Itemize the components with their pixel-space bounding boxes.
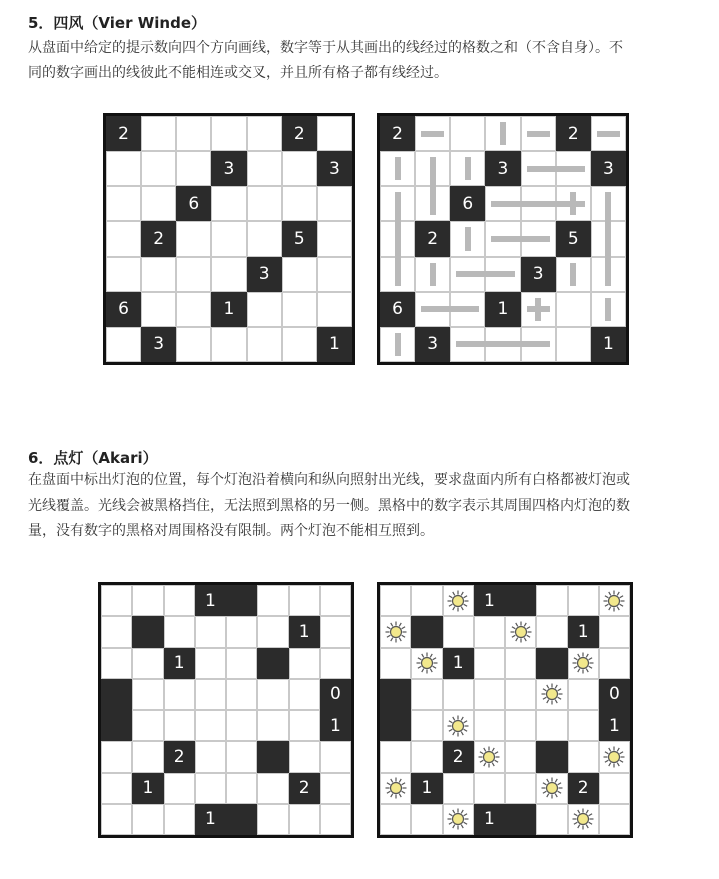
vier-winde-black-cell [106,116,141,151]
vier-winde-black-cell [317,151,352,186]
vier-winde-cell [317,292,352,327]
akari-solution-cell [536,585,567,616]
vier-winde-cell [247,151,282,186]
vier-winde-cell [141,292,176,327]
akari-cell [101,585,132,616]
akari-solution-black-cell [443,741,474,772]
vier-winde-clue-number: 1 [328,334,340,355]
akari-solution-clue-number: 2 [452,746,464,767]
akari-cell [257,710,288,741]
akari-clue-number: 2 [298,778,310,799]
bulb-icon [509,620,533,644]
akari-cell [320,773,351,804]
vier-winde-cell [211,116,246,151]
vier-winde-solution-black-cell [415,327,450,362]
akari-black-cell [257,741,288,772]
vier-winde-line [491,236,549,242]
vier-winde-black-cell [141,221,176,256]
akari-black-cell [257,648,288,679]
vier-winde-cell [106,327,141,362]
akari-black-cell [289,616,320,647]
akari-solution-cell [474,616,505,647]
vier-winde-clue-number: 6 [188,193,200,214]
akari-solution-black-cell [505,585,536,616]
akari-solution-black-cell [568,773,599,804]
vier-winde-cell [176,116,211,151]
akari-cell [195,648,226,679]
vier-winde-line [421,306,479,312]
akari-solution-black-cell [599,710,630,741]
section-6-line-2: 光线覆盖。光线会被黑格挡住，无法照到黑格的另一侧。黑格中的数字表示其周围四格内灯泡的数 [28,498,630,514]
vier-winde-solution-black-cell [380,116,415,151]
vier-winde-cell [211,186,246,221]
akari-black-cell [195,585,226,616]
vier-winde-cell [282,186,317,221]
bulb-icon [571,651,595,675]
vier-winde-cell [176,327,211,362]
vier-winde-line [597,131,620,137]
vier-winde-cell [141,151,176,186]
vier-winde-solution-black-cell [591,151,626,186]
akari-solution-cell [443,773,474,804]
akari-solution-cell [568,679,599,710]
vier-winde-cell [317,221,352,256]
akari-clue-number: 0 [329,684,341,705]
akari-solution-cell [536,804,567,835]
akari-solution-cell [411,804,442,835]
akari-puzzle [98,582,354,838]
akari-solution-clue-number: 1 [483,590,495,611]
akari-cell [195,773,226,804]
akari-solution-cell [443,679,474,710]
akari-solution-black-cell [505,804,536,835]
akari-cell [226,648,257,679]
vier-winde-clue-number: 2 [118,123,129,144]
vier-winde-black-cell [247,257,282,292]
akari-cell [164,773,195,804]
vier-winde-clue-number: 3 [153,334,165,355]
section-5-line-1: 从盘面中给定的提示数向四个方向画线，数字等于从其画出的线经过的格数之和（不含自身）。不 [28,40,623,56]
vier-winde-line [395,157,401,180]
vier-winde-solution-black-cell [521,257,556,292]
akari-solution-cell [599,773,630,804]
akari-cell [132,679,163,710]
vier-winde-solution-clue-number: 6 [392,299,403,320]
vier-winde-clue-number: 2 [153,228,165,249]
akari-cell [289,741,320,772]
vier-winde-cell [106,186,141,221]
akari-cell [226,679,257,710]
akari-cell [132,804,163,835]
akari-clue-number: 1 [204,590,216,611]
vier-winde-black-cell [106,292,141,327]
akari-solution-clue-number: 1 [608,715,620,736]
vier-winde-solution-clue-number: 3 [602,158,614,179]
akari-cell [164,710,195,741]
vier-winde-line [500,122,506,145]
akari-clue-number: 1 [204,809,216,830]
akari-solution-cell [505,648,536,679]
vier-winde-cell [247,327,282,362]
akari-solution-cell [599,616,630,647]
akari-solution-black-cell [568,616,599,647]
akari-cell [132,648,163,679]
akari-solution-clue-number: 1 [452,653,464,674]
akari-solution-black-cell [536,648,567,679]
vier-winde-cell [247,221,282,256]
akari-black-cell [226,585,257,616]
vier-winde-solution-black-cell [450,186,485,221]
akari-clue-number: 1 [142,778,154,799]
vier-winde-line [527,306,550,312]
akari-solution [377,582,633,838]
akari-solution-cell [536,616,567,647]
akari-solution-black-cell [474,804,505,835]
bulb-icon [477,745,501,769]
akari-solution-black-cell [380,710,411,741]
vier-winde-solution-clue-number: 5 [567,228,579,249]
akari-cell [289,710,320,741]
akari-black-cell [101,710,132,741]
vier-winde-black-cell [141,327,176,362]
vier-winde-solution-clue-number: 2 [427,228,439,249]
vier-winde-solution-cell [556,292,591,327]
akari-cell [320,804,351,835]
vier-winde-black-cell [176,186,211,221]
section-5-line-2: 同的数字画出的线彼此不能相连或交叉，并且所有格子都有线经过。 [28,65,448,81]
akari-cell [257,679,288,710]
bulb-icon [446,807,470,831]
vier-winde-clue-number: 3 [258,264,270,285]
section-6-line-3: 量，没有数字的黑格对周围格没有限制。两个灯泡不能相互照到。 [28,523,434,539]
bulb-icon [384,620,408,644]
akari-solution-cell [474,773,505,804]
akari-black-cell [320,679,351,710]
vier-winde-line [605,192,611,285]
vier-winde-solution-black-cell [556,221,591,256]
akari-solution-clue-number: 1 [421,778,433,799]
vier-winde-line [527,131,550,137]
akari-cell [257,773,288,804]
vier-winde-cell [141,186,176,221]
akari-cell [101,616,132,647]
bulb-icon [446,589,470,613]
akari-solution-cell [443,616,474,647]
akari-black-cell [132,616,163,647]
akari-black-cell [195,804,226,835]
section-6-line-1: 在盘面中标出灯泡的位置，每个灯泡沿着横向和纵向照射出光线，要求盘面内所有白格都被灯泡或 [28,472,630,488]
akari-solution-clue-number: 1 [577,621,589,642]
vier-winde-cell [211,327,246,362]
vier-winde-cell [176,292,211,327]
vier-winde-solution-black-cell [556,116,591,151]
vier-winde-cell [282,151,317,186]
akari-black-cell [101,679,132,710]
akari-black-cell [132,773,163,804]
vier-winde-cell [141,116,176,151]
akari-cell [257,616,288,647]
vier-winde-black-cell [317,327,352,362]
akari-solution-black-cell [443,648,474,679]
akari-cell [101,804,132,835]
akari-solution-clue-number: 0 [608,684,620,705]
vier-winde-line [395,192,401,285]
akari-cell [289,679,320,710]
vier-winde-black-cell [211,151,246,186]
vier-winde-cell [282,292,317,327]
bulb-icon [446,714,470,738]
vier-winde-cell [317,186,352,221]
vier-winde-clue-number: 3 [328,158,340,179]
vier-winde-cell [247,186,282,221]
akari-clue-number: 1 [173,653,185,674]
vier-winde-line [605,298,611,321]
akari-solution-cell [380,648,411,679]
vier-winde-black-cell [211,292,246,327]
akari-black-cell [320,710,351,741]
akari-solution-cell [380,585,411,616]
akari-cell [164,804,195,835]
akari-solution-cell [599,648,630,679]
akari-black-cell [226,804,257,835]
bulb-icon [384,776,408,800]
vier-winde-cell [141,257,176,292]
vier-winde-clue-number: 6 [118,299,129,320]
akari-solution-black-cell [599,679,630,710]
vier-winde-cell [247,116,282,151]
vier-winde-solution-clue-number: 6 [462,193,474,214]
vier-winde-clue-number: 3 [223,158,235,179]
vier-winde-solution-clue-number: 3 [497,158,509,179]
bulb-icon [571,807,595,831]
akari-cell [226,616,257,647]
akari-solution-cell [568,585,599,616]
akari-cell [320,585,351,616]
vier-winde-cell [106,257,141,292]
vier-winde-cell [176,221,211,256]
vier-winde-cell [247,292,282,327]
vier-winde-black-cell [282,221,317,256]
vier-winde-line [465,227,471,250]
vier-winde-solution-clue-number: 1 [602,334,614,355]
vier-winde-line [421,131,444,137]
akari-solution-cell [411,679,442,710]
akari-cell [195,616,226,647]
akari-cell [132,710,163,741]
vier-winde-clue-number: 5 [293,228,305,249]
akari-clue-number: 2 [173,746,185,767]
vier-winde-line [456,341,549,347]
section-5-heading: 5．四风（Vier Winde） [28,14,206,32]
vier-winde-solution-cell [556,327,591,362]
akari-cell [320,616,351,647]
vier-winde-cell [317,116,352,151]
vier-winde-clue-number: 2 [293,123,305,144]
akari-black-cell [289,773,320,804]
akari-solution-cell [411,741,442,772]
akari-solution-cell [474,648,505,679]
akari-solution-clue-number: 1 [483,809,495,830]
akari-solution-black-cell [411,773,442,804]
akari-solution-black-cell [536,741,567,772]
akari-solution-cell [568,741,599,772]
vier-winde-black-cell [282,116,317,151]
vier-winde-puzzle [103,113,355,365]
vier-winde-solution-clue-number: 2 [567,123,579,144]
vier-winde-solution-black-cell [380,292,415,327]
vier-winde-line [395,333,401,356]
vier-winde-line [527,166,585,172]
akari-cell [132,741,163,772]
akari-cell [257,804,288,835]
akari-cell [289,585,320,616]
akari-solution-cell [380,741,411,772]
vier-winde-cell [211,257,246,292]
akari-cell [164,585,195,616]
akari-solution-cell [568,710,599,741]
vier-winde-solution-clue-number: 2 [392,123,403,144]
vier-winde-line [570,192,576,215]
akari-cell [195,710,226,741]
akari-cell [226,710,257,741]
vier-winde-cell [211,221,246,256]
vier-winde-line [430,263,436,286]
akari-cell [164,616,195,647]
akari-solution-clue-number: 2 [577,778,589,799]
akari-cell [257,585,288,616]
akari-black-cell [164,648,195,679]
vier-winde-solution-cell [450,116,485,151]
vier-winde-solution [377,113,629,365]
akari-solution-cell [505,710,536,741]
vier-winde-line [465,157,471,180]
vier-winde-cell [106,221,141,256]
akari-solution-cell [599,804,630,835]
akari-solution-cell [411,585,442,616]
akari-solution-cell [474,679,505,710]
akari-solution-cell [505,741,536,772]
akari-solution-black-cell [380,679,411,710]
akari-cell [101,741,132,772]
bulb-icon [415,651,439,675]
vier-winde-solution-black-cell [591,327,626,362]
bulb-icon [602,745,626,769]
section-6-heading: 6．点灯（Akari） [28,449,158,467]
vier-winde-cell [317,257,352,292]
vier-winde-cell [282,257,317,292]
akari-black-cell [164,741,195,772]
akari-cell [101,773,132,804]
vier-winde-solution-black-cell [415,221,450,256]
akari-cell [289,804,320,835]
akari-cell [226,741,257,772]
akari-solution-cell [505,773,536,804]
vier-winde-line [456,271,514,277]
akari-solution-black-cell [411,616,442,647]
vier-winde-line [570,263,576,286]
akari-cell [164,679,195,710]
vier-winde-solution-clue-number: 1 [497,299,509,320]
vier-winde-solution-black-cell [485,151,520,186]
vier-winde-solution-clue-number: 3 [427,334,439,355]
vier-winde-cell [282,327,317,362]
bulb-icon [540,776,564,800]
vier-winde-cell [106,151,141,186]
vier-winde-cell [176,151,211,186]
akari-cell [195,741,226,772]
akari-solution-cell [505,679,536,710]
akari-solution-black-cell [474,585,505,616]
vier-winde-line [430,157,436,215]
vier-winde-solution-clue-number: 3 [532,264,544,285]
bulb-icon [540,682,564,706]
akari-cell [320,741,351,772]
akari-clue-number: 1 [298,621,310,642]
akari-cell [195,679,226,710]
akari-solution-cell [380,804,411,835]
akari-solution-cell [474,710,505,741]
akari-cell [101,648,132,679]
akari-cell [289,648,320,679]
akari-cell [226,773,257,804]
vier-winde-solution-black-cell [485,292,520,327]
akari-cell [320,648,351,679]
akari-solution-cell [536,710,567,741]
vier-winde-cell [176,257,211,292]
akari-clue-number: 1 [329,715,341,736]
vier-winde-clue-number: 1 [223,299,235,320]
akari-cell [132,585,163,616]
bulb-icon [602,589,626,613]
akari-solution-cell [411,710,442,741]
